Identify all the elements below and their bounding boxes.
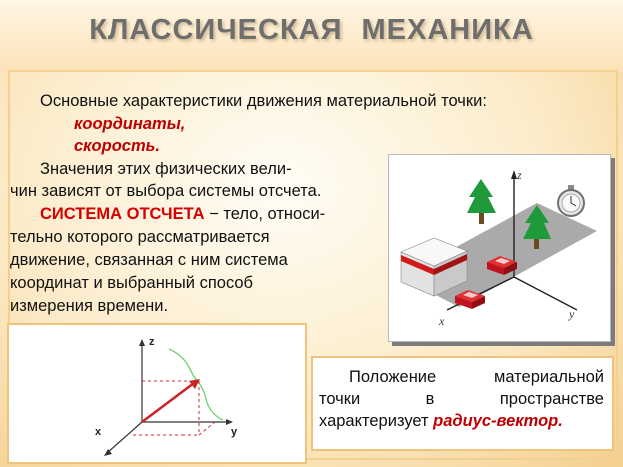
- stopwatch-icon: [558, 185, 584, 216]
- position-word: Положение: [349, 368, 437, 386]
- position-line-3: [319, 410, 604, 432]
- diagram-axis-y-label: y: [231, 426, 238, 438]
- illustration-axis-x-label: x: [439, 314, 445, 328]
- tree-icon: [467, 179, 496, 224]
- radius-vector-arrow: [142, 383, 194, 422]
- item-velocity: скорость.: [74, 137, 161, 155]
- frame-definition-line-1: [40, 203, 325, 225]
- frame-definition-line-3: движение, связанная с ним система: [10, 251, 288, 269]
- position-word: точки: [319, 390, 361, 408]
- frame-definition-line-4: координат и выбранный способ: [10, 274, 254, 292]
- reference-frame-illustration: [388, 154, 611, 342]
- dependence-line-2: чин зависят от выбора системы отсчета.: [10, 182, 322, 200]
- position-word: материальной: [493, 368, 604, 386]
- frame-definition-line-2: тельно которого рассматривается: [10, 228, 270, 246]
- frame-definition-line-5: измерения времени.: [10, 297, 169, 315]
- page-title: КЛАССИЧЕСКАЯ МЕХАНИКА: [89, 14, 534, 46]
- axis-x-line: [107, 422, 142, 453]
- axis-y-arrow: [226, 419, 233, 425]
- frame-term: СИСТЕМА ОТСЧЕТА: [40, 205, 205, 223]
- diagram-axis-z-label: z: [149, 336, 155, 348]
- illustration-axis-y-label: y: [569, 307, 575, 321]
- frame-definition-start: − тело, относи-: [204, 205, 326, 223]
- diagram-axis-x-label: x: [95, 426, 102, 438]
- radius-vector-term: радиус-вектор.: [433, 412, 563, 430]
- position-line-1: [319, 366, 604, 388]
- dependence-line-1: Значения этих физических вели-: [40, 160, 292, 178]
- radius-vector-diagram: [7, 323, 307, 464]
- position-line-2: [319, 388, 604, 410]
- position-word: характеризует: [319, 412, 434, 430]
- position-word: пространстве: [499, 390, 604, 408]
- position-description-box: [311, 356, 614, 451]
- position-word: в: [425, 390, 435, 408]
- intro-text: Основные характеристики движения материальной точки:: [40, 92, 487, 110]
- axis-z-arrow: [139, 339, 145, 346]
- item-coordinates: координаты,: [74, 115, 186, 133]
- projection-line: [199, 422, 215, 435]
- illustration-axis-z-label: z: [517, 168, 522, 182]
- axis-y-line: [514, 277, 577, 310]
